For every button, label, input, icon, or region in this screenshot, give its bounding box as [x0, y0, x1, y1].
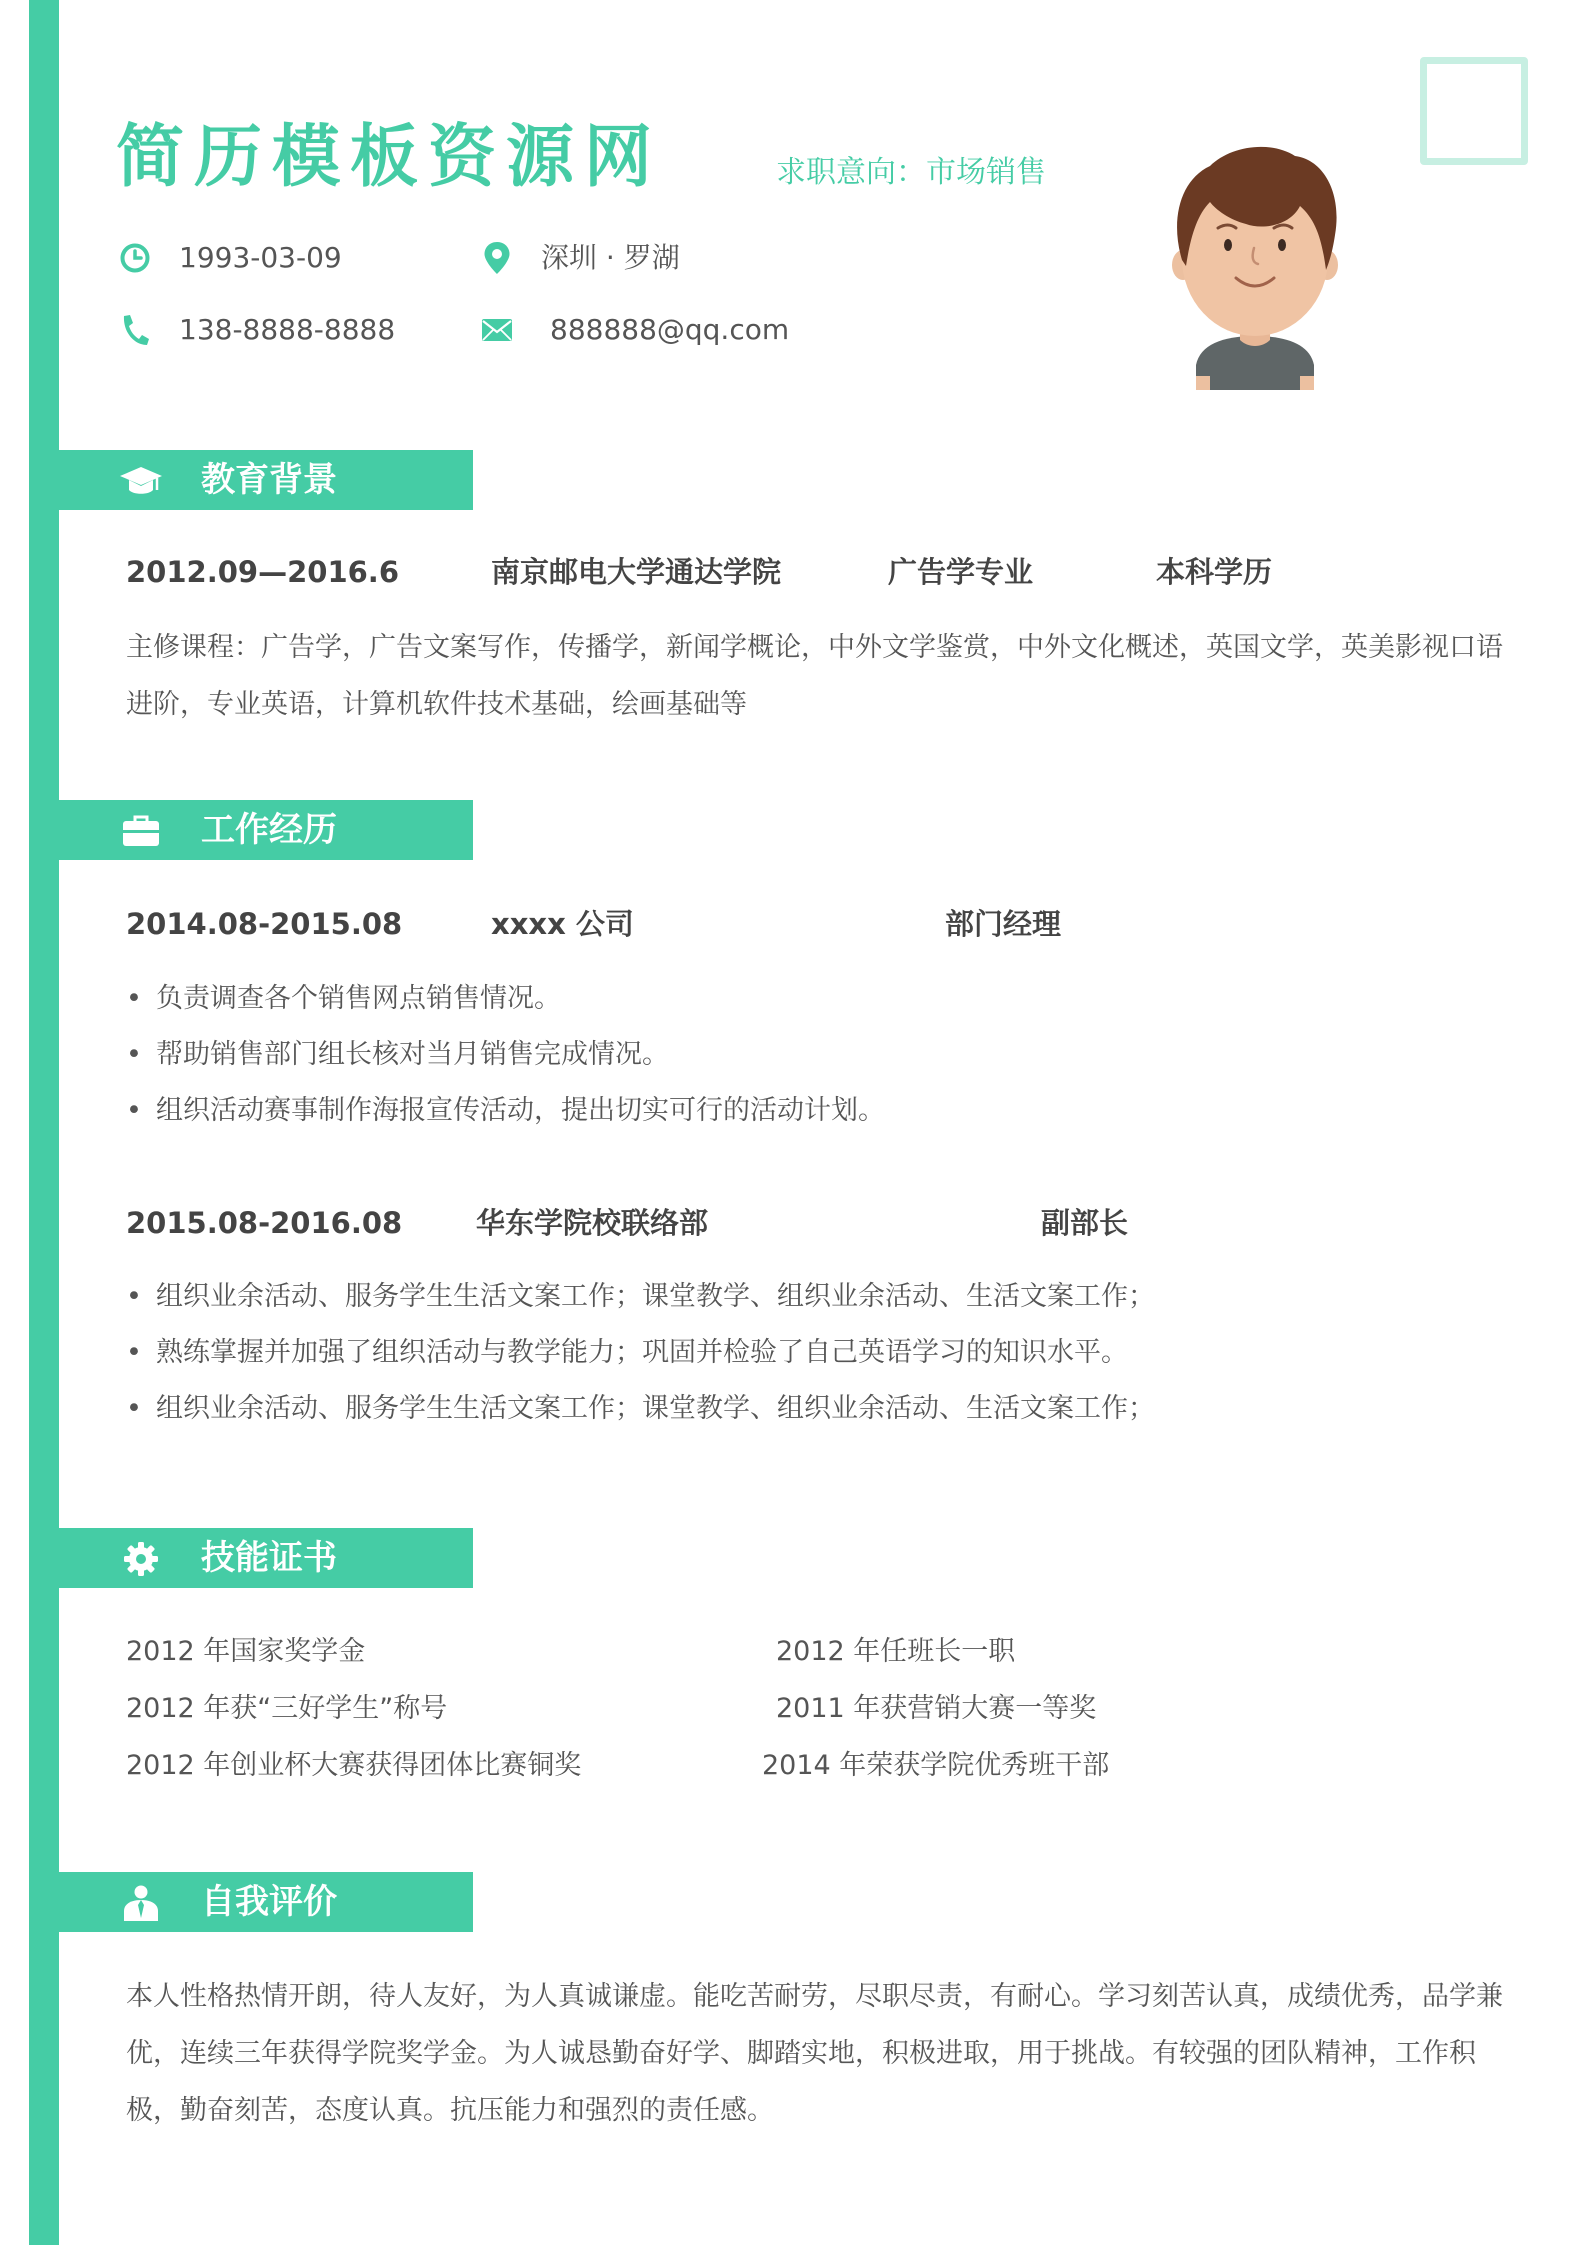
certificate-item: 2012 年国家奖学金 [126, 1636, 366, 1667]
envelope-icon [480, 312, 514, 348]
photo-frame [1420, 57, 1528, 165]
job-2-duties [126, 1269, 1426, 1437]
phone-row [118, 312, 395, 348]
job-1-company: xxxx 公司 [491, 907, 634, 941]
job-2-company: 华东学院校联络部 [476, 1206, 709, 1240]
certificate-item: 2011 年获营销大赛一等奖 [776, 1693, 1097, 1724]
job-intent: 求职意向：市场销售 [776, 155, 1046, 190]
left-accent-bar [29, 0, 59, 2245]
location-row [480, 240, 680, 276]
list-item: • 负责调查各个销售网点销售情况。 [126, 971, 1426, 1027]
certificate-item: 2012 年任班长一职 [776, 1636, 1016, 1667]
map-pin-icon [480, 240, 514, 276]
list-item: • 组织业余活动、服务学生生活文案工作；课堂教学、组织业余活动、生活文案工作； [126, 1381, 1426, 1437]
section-header-education [59, 450, 473, 510]
education-degree: 本科学历 [1156, 555, 1273, 589]
phone-value: 138-8888-8888 [179, 313, 396, 346]
person-icon [119, 1886, 163, 1920]
job-2-position: 副部长 [1041, 1206, 1129, 1240]
section-title-work: 工作经历 [201, 810, 337, 850]
graduation-cap-icon [119, 464, 163, 498]
certificate-item: 2014 年荣获学院优秀班干部 [762, 1750, 1110, 1781]
section-title-self-eval: 自我评价 [201, 1882, 337, 1922]
avatar [1150, 140, 1360, 390]
section-title-skills: 技能证书 [201, 1538, 337, 1578]
job-1-position: 部门经理 [945, 907, 1062, 941]
education-school: 南京邮电大学通达学院 [491, 555, 782, 589]
list-item: • 组织业余活动、服务学生生活文案工作；课堂教学、组织业余活动、生活文案工作； [126, 1269, 1426, 1325]
gear-icon [119, 1542, 163, 1576]
clock-icon [118, 240, 152, 276]
resume-title: 简历模板资源网 [116, 118, 663, 197]
section-header-work [59, 800, 473, 860]
education-period: 2012.09—2016.6 [126, 555, 399, 589]
education-courses: 主修课程：广告学，广告文案写作，传播学，新闻学概论，中外文学鉴赏，中外文化概述，英国文学，英美影视口语进阶，专业英语，计算机软件技术基础，绘画基础等 [126, 632, 1503, 720]
phone-icon [118, 312, 152, 348]
email-row [480, 312, 789, 348]
certificate-item: 2012 年获“三好学生”称号 [126, 1693, 448, 1724]
list-item: • 帮助销售部门组长核对当月销售完成情况。 [126, 1027, 1426, 1083]
list-item: • 组织活动赛事制作海报宣传活动，提出切实可行的活动计划。 [126, 1083, 1426, 1139]
job-1-period: 2014.08-2015.08 [126, 907, 403, 941]
list-item: • 熟练掌握并加强了组织活动与教学能力；巩固并检验了自己英语学习的知识水平。 [126, 1325, 1426, 1381]
section-title-education: 教育背景 [201, 460, 337, 500]
self-evaluation-text: 本人性格热情开朗，待人友好，为人真诚谦虚。能吃苦耐劳，尽职尽责，有耐心。学习刻苦认真，成绩优秀，品学兼优，连续三年获得学院奖学金。为人诚恳勤奋好学、脚踏实地，积极进取，用于挑战。有较强的团队精神，工作积极，勤奋刻苦，态度认真。抗压能力和强烈的责任感。 [126, 1981, 1503, 2126]
job-2-period: 2015.08-2016.08 [126, 1206, 403, 1240]
briefcase-icon [119, 814, 163, 848]
birthday-row [118, 240, 342, 276]
section-header-skills [59, 1528, 473, 1588]
birthday-value: 1993-03-09 [179, 241, 342, 274]
certificate-item: 2012 年创业杯大赛获得团体比赛铜奖 [126, 1750, 582, 1781]
section-header-self-eval [59, 1872, 473, 1932]
location-value: 深圳 · 罗湖 [541, 241, 680, 274]
email-value: 888888@qq.com [550, 313, 790, 346]
job-1-duties [126, 971, 1426, 1139]
education-major: 广告学专业 [888, 555, 1034, 589]
